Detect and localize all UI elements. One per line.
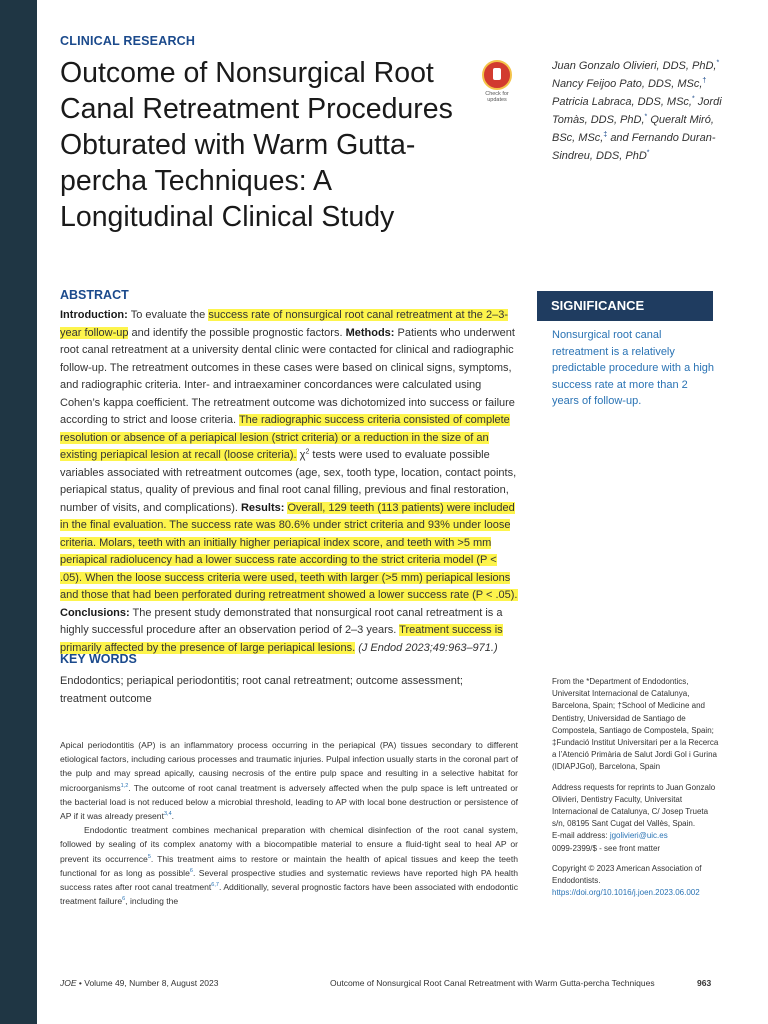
highlighted-text: The radiographic success criteria consisted of complete resolution or absence of a periapical lesion (strict criteria) or a reduction in the size of an existing periapical lesion at recall (loose criteria). bbox=[60, 414, 510, 461]
journal-name: JOE bbox=[60, 978, 77, 988]
author: and Fernando Duran-Sindreu, DDS, PhD bbox=[552, 132, 716, 162]
article-body bbox=[60, 738, 518, 908]
body-text: . This treatment aims to restore or maintain the health of apical tissues and keep the teeth functional for as long as possible bbox=[60, 853, 518, 878]
address-text: Address requests for reprints to Juan Gonzalo Olivieri, Dentistry Faculty, Universitat Internacional de Catalunya, C/ Josep Trueta s/n, 08195 Sant Cugat del Vallès, Spain. bbox=[552, 782, 716, 829]
check-for-updates-icon bbox=[482, 60, 512, 90]
reference-link[interactable]: 5 bbox=[147, 853, 151, 860]
copyright-block bbox=[552, 863, 722, 900]
author: Nancy Feijoo Pato, DDS, MSc, bbox=[552, 78, 703, 90]
body-text: . bbox=[171, 811, 175, 822]
doi-link[interactable]: https://doi.org/10.1016/j.joen.2023.06.002 bbox=[552, 888, 700, 898]
reprint-address bbox=[552, 782, 722, 843]
reference-link[interactable]: 6 bbox=[122, 896, 126, 903]
author: Jordi Tomàs, DDS, PhD, bbox=[552, 96, 722, 126]
affiliation-text: From the *Department of Endodontics, Universitat Internacional de Catalunya, Barcelona, Spain; †School of Medicine and Dentistry, Universidad de Santiago de Compostela, Santiago de Compostela, Spain; ‡Fundació Institut Universitari per a la Recerca a l’Atenció Primària de Salut Jordi Gol i Gurina (IDIAPJGol), Barcelona, Spain bbox=[552, 677, 719, 772]
volume-info: • Volume 49, Number 8, August 2023 bbox=[78, 978, 219, 988]
section-label: CLINICAL RESEARCH bbox=[60, 34, 196, 48]
email-link[interactable]: jgolivieri@uic.es bbox=[609, 831, 668, 841]
body-text: , including the bbox=[125, 896, 179, 907]
intro-text: To evaluate the bbox=[130, 309, 206, 321]
body-text: Apical periodontitis (AP) is an inflammatory process occurring in the periapical (PA) tissues secondary to different etiological factors, including carious processes and traumatic injuries. Pulpal infection usually starts in the coronal part of the pulp and may spread apically, causing necrosis of the entire pulp space and resulting in a selective habitat for microorganisms bbox=[60, 740, 518, 793]
significance-text: Nonsurgical root canal retreatment is a relatively predictable procedure with a high success rate at more than 2 years of follow-up. bbox=[552, 329, 715, 407]
footer-journal-info bbox=[60, 978, 218, 988]
author-mark: * bbox=[692, 95, 695, 103]
reference-link[interactable]: 1,2 bbox=[120, 782, 129, 789]
author: Juan Gonzalo Olivieri, DDS, PhD, bbox=[552, 60, 717, 72]
highlighted-text: success rate of nonsurgical root canal retreatment at the 2–3-year follow-up bbox=[60, 309, 508, 339]
body-text: . Several prospective studies and systematic reviews have reported high PA health success rates after root canal treatment bbox=[60, 867, 519, 893]
author-mark: * bbox=[716, 59, 720, 67]
email-label: E-mail address: bbox=[552, 831, 608, 841]
reference-link[interactable]: 6,7 bbox=[211, 882, 219, 889]
keywords-text: Endodontics; periapical periodontitis; root canal retreatment; outcome assessment; treatment outcome bbox=[60, 675, 463, 705]
check-for-updates-badge[interactable] bbox=[477, 60, 517, 103]
abstract-body bbox=[60, 307, 518, 657]
conclusions-text: The present study demonstrated that nonsurgical root canal retreatment is a highly successful procedure after an observation period of 2–3 years. bbox=[60, 606, 503, 636]
conclusions-label: Conclusions: bbox=[60, 606, 130, 619]
running-title: Outcome of Nonsurgical Root Canal Retreatment with Warm Gutta-percha Techniques bbox=[330, 978, 655, 988]
author-mark: ‡ bbox=[603, 131, 608, 139]
badge-label: Check for updates bbox=[485, 91, 509, 103]
body-text: . Additionally, several prognostic factors have been associated with endodontic treatment failure bbox=[60, 882, 518, 907]
author-list bbox=[552, 57, 722, 165]
sidebar-strip bbox=[0, 0, 37, 1024]
author-mark: * bbox=[644, 113, 648, 121]
chi-symbol: χ bbox=[299, 449, 306, 461]
highlighted-text: Overall, 129 teeth (113 patients) were included in the final evaluation. The success rate was 80.6% under strict criteria and 93% under loose criteria. Molars, teeth with an initially higher periapical index score, and teeth with >5 mm periapical radiolucency had a lower success rate according to the strict criteria model (P < .05). When the loose success criteria were used, teeth with larger (>5 mm) periapical lesions and those that had been perforated during retreatment showed a lower success rate (P < .05). bbox=[60, 501, 518, 601]
intro-text: and identify the possible prognostic factors. bbox=[131, 326, 343, 339]
author-mark: * bbox=[646, 149, 650, 157]
methods-text: Patients who underwent root canal retreatment at a university dental clinic were contacted for clinical and radiographic follow-up. The retreatment outcomes in these cases were based on clinical signs, symptoms, and radiographic criteria. Inter- and intraexaminer concordances were calculated using Cohen’s kappa coefficient. The retreatment outcome was dichotomized into success or failure according to strict and loose criteria. bbox=[60, 326, 515, 426]
journal-citation: (J Endod 2023;49:963–971.) bbox=[358, 641, 498, 654]
significance-heading: SIGNIFICANCE bbox=[537, 291, 713, 321]
highlighted-text: Treatment success is primarily affected by the presence of large periapical lesions. bbox=[60, 624, 503, 654]
author-mark: † bbox=[702, 77, 707, 85]
author: Queralt Miró, BSc, MSc, bbox=[552, 114, 714, 144]
keywords-heading: KEY WORDS bbox=[60, 652, 137, 666]
results-label: Results: bbox=[240, 501, 285, 514]
body-text: . The outcome of root canal treatment is adversely affected when the pulp space is left untreated or the bacterial load is not reduced below a microbial threshold, leading to AP with local bone destruction or persistence of AP if it was already present bbox=[60, 782, 518, 822]
abstract-heading: ABSTRACT bbox=[60, 288, 129, 302]
body-paragraph bbox=[60, 823, 518, 908]
copyright-text: Copyright © 2023 American Association of Endodontists. bbox=[552, 863, 702, 886]
body-paragraph bbox=[60, 738, 518, 823]
chi-exponent: 2 bbox=[305, 448, 310, 456]
issn-text: 0099-2399/$ - see front matter bbox=[552, 843, 661, 853]
methods-label: Methods: bbox=[345, 326, 395, 339]
reference-link[interactable]: 6 bbox=[189, 867, 193, 874]
body-text: Endodontic treatment combines mechanical preparation with chemical disinfection of the root canal system, followed by sealing of its complex anatomy with a biocompatible material to ensure a fluid-tight seal to heal AP or prevent its occurrence bbox=[60, 825, 518, 864]
reference-link[interactable]: 3,4 bbox=[163, 811, 172, 818]
affiliations-column bbox=[552, 676, 722, 907]
article-title: Outcome of Nonsurgical Root Canal Retreatment Procedures Obturated with Warm Gutta-percha Techniques: A Longitudinal Clinical Study bbox=[60, 57, 453, 233]
page-number: 963 bbox=[697, 978, 712, 988]
methods-text: tests were used to evaluate possible variables associated with retreatment outcomes (age, sex, tooth type, location, contact points, periapical status, quality of previous and final root canal filling, previous and final restoration, number of visits, and complications). bbox=[60, 449, 517, 514]
intro-label: Introduction: bbox=[60, 309, 128, 321]
author: Patricia Labraca, DDS, MSc, bbox=[552, 96, 692, 108]
